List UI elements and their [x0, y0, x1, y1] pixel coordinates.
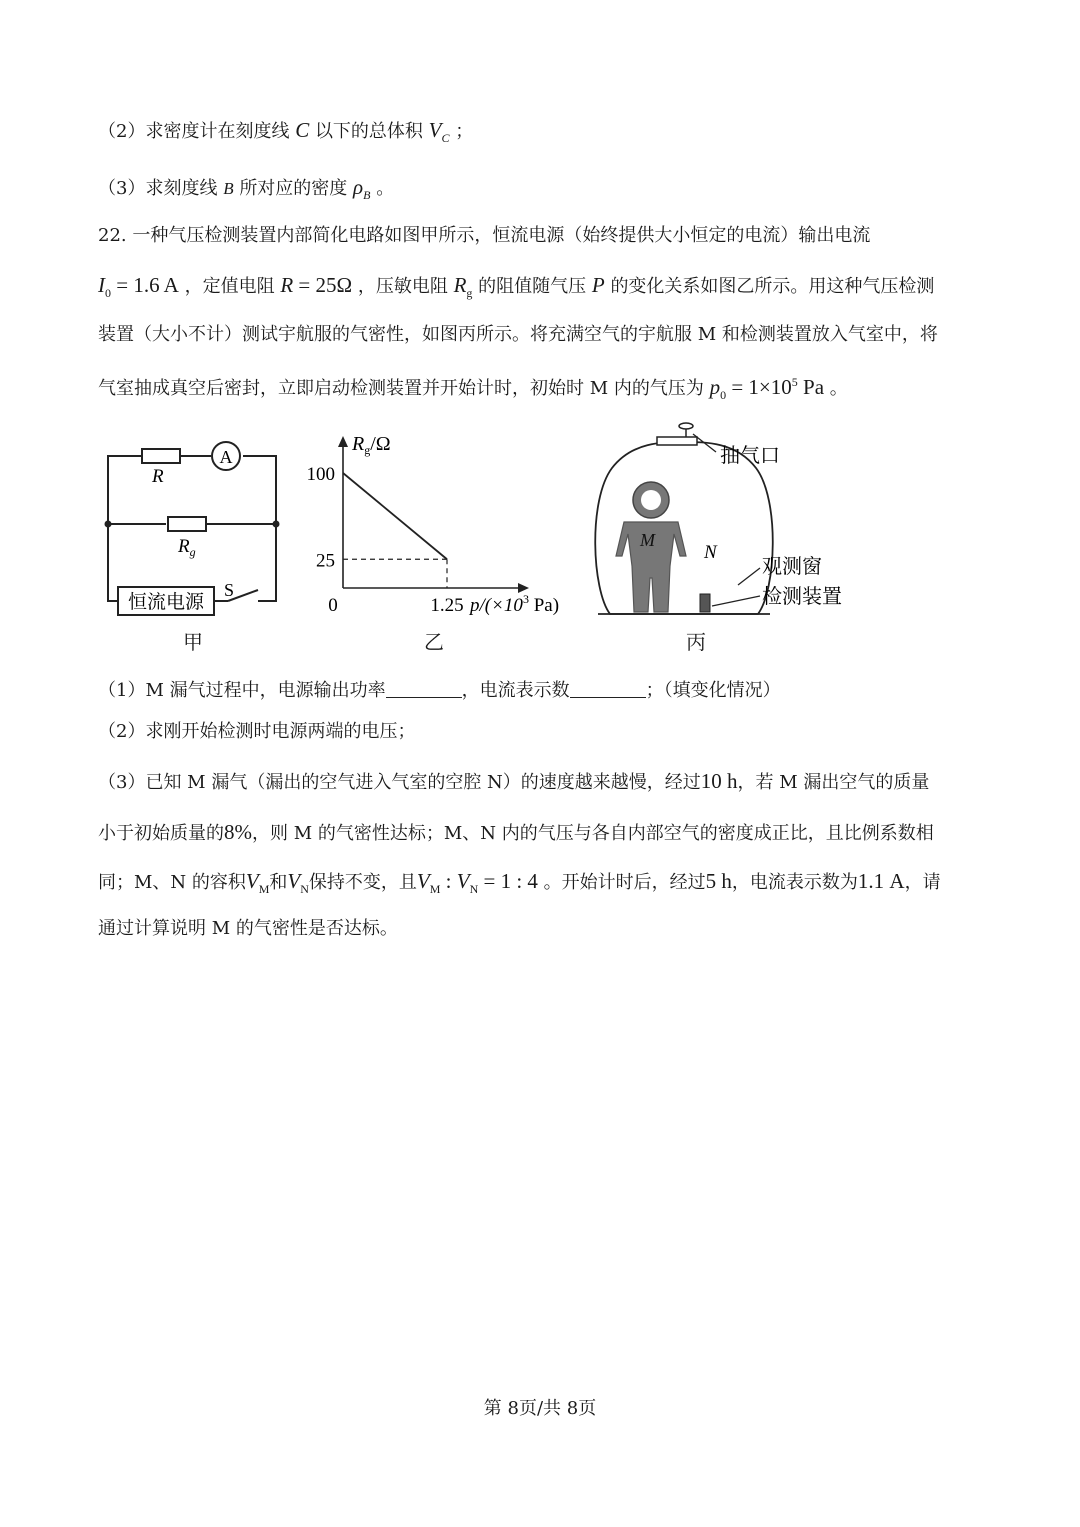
vent-valve — [679, 423, 693, 429]
resistor-r — [142, 449, 180, 463]
var-rho: ρ — [353, 175, 364, 199]
time-10h: 10 h — [700, 769, 738, 793]
x-axis-label — [468, 592, 559, 616]
sub3-l3-a: 同；M、N 的容积 — [98, 872, 246, 893]
label-detector: 检测装置 — [762, 586, 842, 608]
label-rg-sub: g — [189, 545, 196, 559]
ratio-colon: : — [440, 869, 457, 893]
var-vc-sub: C — [441, 131, 450, 146]
chamber-outline — [595, 442, 773, 614]
label-rg — [177, 536, 196, 559]
resistor-rg — [168, 517, 206, 531]
sub3-l3-b: 保持不变，且 — [308, 872, 417, 893]
q22-line4-text: 气室抽成真空后密封，立即启动检测装置并开始计时，初始时 M 内的气压为 — [98, 378, 710, 399]
sub3-and: 和 — [269, 872, 288, 893]
caption-jia: 甲 — [183, 630, 203, 654]
ytick-25: 25 — [316, 550, 335, 572]
sub1-text-b: ，电流表示数 — [461, 680, 570, 701]
ratio-vn: V — [456, 869, 470, 893]
chamber-cap — [657, 437, 697, 445]
var-b: B — [223, 179, 234, 198]
sub3-l2-a: 小于初始质量的 — [98, 823, 224, 844]
var-r: R — [280, 273, 294, 297]
q22-line2-t2: ，压敏电阻 — [357, 276, 454, 297]
ratio-vm: V — [416, 869, 430, 893]
current-1.1a: 1.1 A — [857, 869, 905, 893]
time-5h: 5 h — [705, 869, 732, 893]
figure-yi-graph — [338, 436, 529, 593]
sub2: （2）求刚开始检测时电源两端的电压； — [98, 721, 416, 742]
var-vc: V — [428, 118, 442, 142]
figures-svg — [0, 0, 1080, 660]
var-rho-sub: B — [363, 188, 371, 203]
ratio-vm-sub: M — [429, 882, 441, 897]
label-m: M — [640, 530, 655, 550]
origin-label: 0 — [328, 595, 338, 616]
switch-label: S — [224, 580, 235, 600]
ytick-100: 100 — [306, 464, 335, 485]
var-i0-sub: 0 — [105, 286, 111, 301]
junction-right — [273, 521, 280, 528]
label-vent: 抽气口 — [720, 445, 780, 467]
y-axis-label — [351, 433, 391, 457]
var-c: C — [295, 118, 310, 142]
q21-part2-text-b: 以下的总体积 — [314, 121, 423, 142]
var-i0: I — [98, 273, 105, 297]
sub3-l1-b: ，若 M 漏出空气的质量 — [737, 772, 930, 793]
xtick-1.25: 1.25 — [430, 595, 464, 616]
wire-bottom-right — [258, 524, 276, 601]
wire-top-right — [243, 456, 276, 524]
detector-pointer — [712, 596, 760, 606]
var-vn: V — [287, 869, 301, 893]
percent-8: 8% — [224, 820, 252, 844]
caption-bing: 丙 — [686, 630, 706, 654]
current-source-label: 恒流电源 — [127, 592, 205, 613]
sub3-l3-e: ，请 — [904, 872, 941, 893]
wire-bottom-left — [108, 524, 118, 601]
y-axis-sub: g — [364, 443, 371, 457]
var-rg-sub: g — [466, 286, 473, 301]
sub3-l1-a: （3）已知 M 漏气（漏出的空气进入气室的空腔 N）的速度越来越慢，经过 — [98, 772, 701, 793]
q21-part3-end: 。 — [376, 178, 395, 199]
var-p: P — [591, 273, 605, 297]
sub1-text-a: （1）M 漏气过程中，电源输出功率 — [98, 680, 386, 701]
var-rg: R — [453, 273, 467, 297]
label-window: 观测窗 — [762, 556, 822, 578]
q22-line2-t4: 的变化关系如图乙所示。用这种气压检测 — [610, 276, 935, 297]
sub1 — [98, 681, 781, 700]
var-vn-sub: N — [300, 882, 309, 897]
q22-line4-end: 。 — [829, 378, 848, 399]
label-n: N — [704, 542, 717, 563]
sub3-l3-d: ，电流表示数为 — [731, 872, 858, 893]
caption-yi: 乙 — [424, 630, 444, 654]
var-p0-sub: 0 — [720, 388, 727, 403]
q21-part2-end: ； — [455, 121, 474, 142]
x-axis-sup: 3 — [522, 592, 529, 606]
ratio-vn-sub: N — [469, 882, 479, 897]
i0-value: = 1.6 A — [111, 273, 179, 297]
q22-line3: 装置（大小不计）测试宇航服的气密性，如图丙所示。将充满空气的宇航服 M 和检测装置放入气室中，将 — [98, 324, 938, 345]
label-rg-main: R — [178, 536, 190, 557]
y-axis-var: R — [352, 433, 365, 455]
y-axis-unit: /Ω — [370, 433, 391, 455]
q22-line1: 22. 一种气压检测装置内部简化电路如图甲所示，恒流电源（始终提供大小恒定的电流）输出电流 — [98, 225, 871, 246]
sub3-l3-c: 。开始计时后，经过 — [537, 872, 706, 893]
ammeter-label: A — [219, 447, 233, 467]
q21-part2-text: （2）求密度计在刻度线 — [98, 121, 290, 142]
q22-line2-t3: 的阻值随气压 — [478, 276, 592, 297]
sub3-line3 — [98, 871, 941, 895]
data-series-line — [343, 473, 447, 559]
sub1-text-c: ；（填变化情况） — [645, 680, 781, 701]
page-footer: 第 8页/共 8页 — [483, 1398, 597, 1419]
label-r: R — [152, 466, 164, 487]
var-vm-sub: M — [258, 882, 270, 897]
var-vm: V — [245, 869, 259, 893]
q22-line2-t1: ，定值电阻 — [184, 276, 281, 297]
sub3-line2 — [98, 822, 934, 843]
detector-box — [700, 594, 710, 612]
spacesuit-visor — [641, 490, 661, 510]
blank-current[interactable] — [570, 681, 646, 698]
r-value: = 25Ω — [293, 273, 353, 297]
x-axis-unit: Pa) — [528, 595, 560, 616]
p0-unit: Pa — [797, 375, 825, 399]
blank-power[interactable] — [386, 681, 462, 698]
q21-part3-text: （3）求刻度线 — [98, 178, 218, 199]
x-axis-var: p/(×10 — [470, 595, 523, 616]
sub3-l2-b: ，则 M 的气密性达标；M、N 内的气压与各自内部空气的密度成正比，且比例系数相 — [252, 823, 934, 844]
junction-left — [105, 521, 112, 528]
sub3-line4: 通过计算说明 M 的气密性是否达标。 — [98, 918, 398, 939]
ratio-value: = 1 : 4 — [478, 869, 538, 893]
y-axis-arrow — [338, 436, 348, 447]
window-pointer — [738, 568, 760, 585]
var-p0: p — [709, 375, 721, 399]
figure-jia-circuit — [108, 442, 276, 615]
p0-value: = 1×10 — [726, 375, 792, 399]
sub3-line1 — [98, 771, 929, 792]
q21-part3-text-b: 所对应的密度 — [239, 178, 354, 199]
p0-exponent: 5 — [791, 375, 798, 389]
